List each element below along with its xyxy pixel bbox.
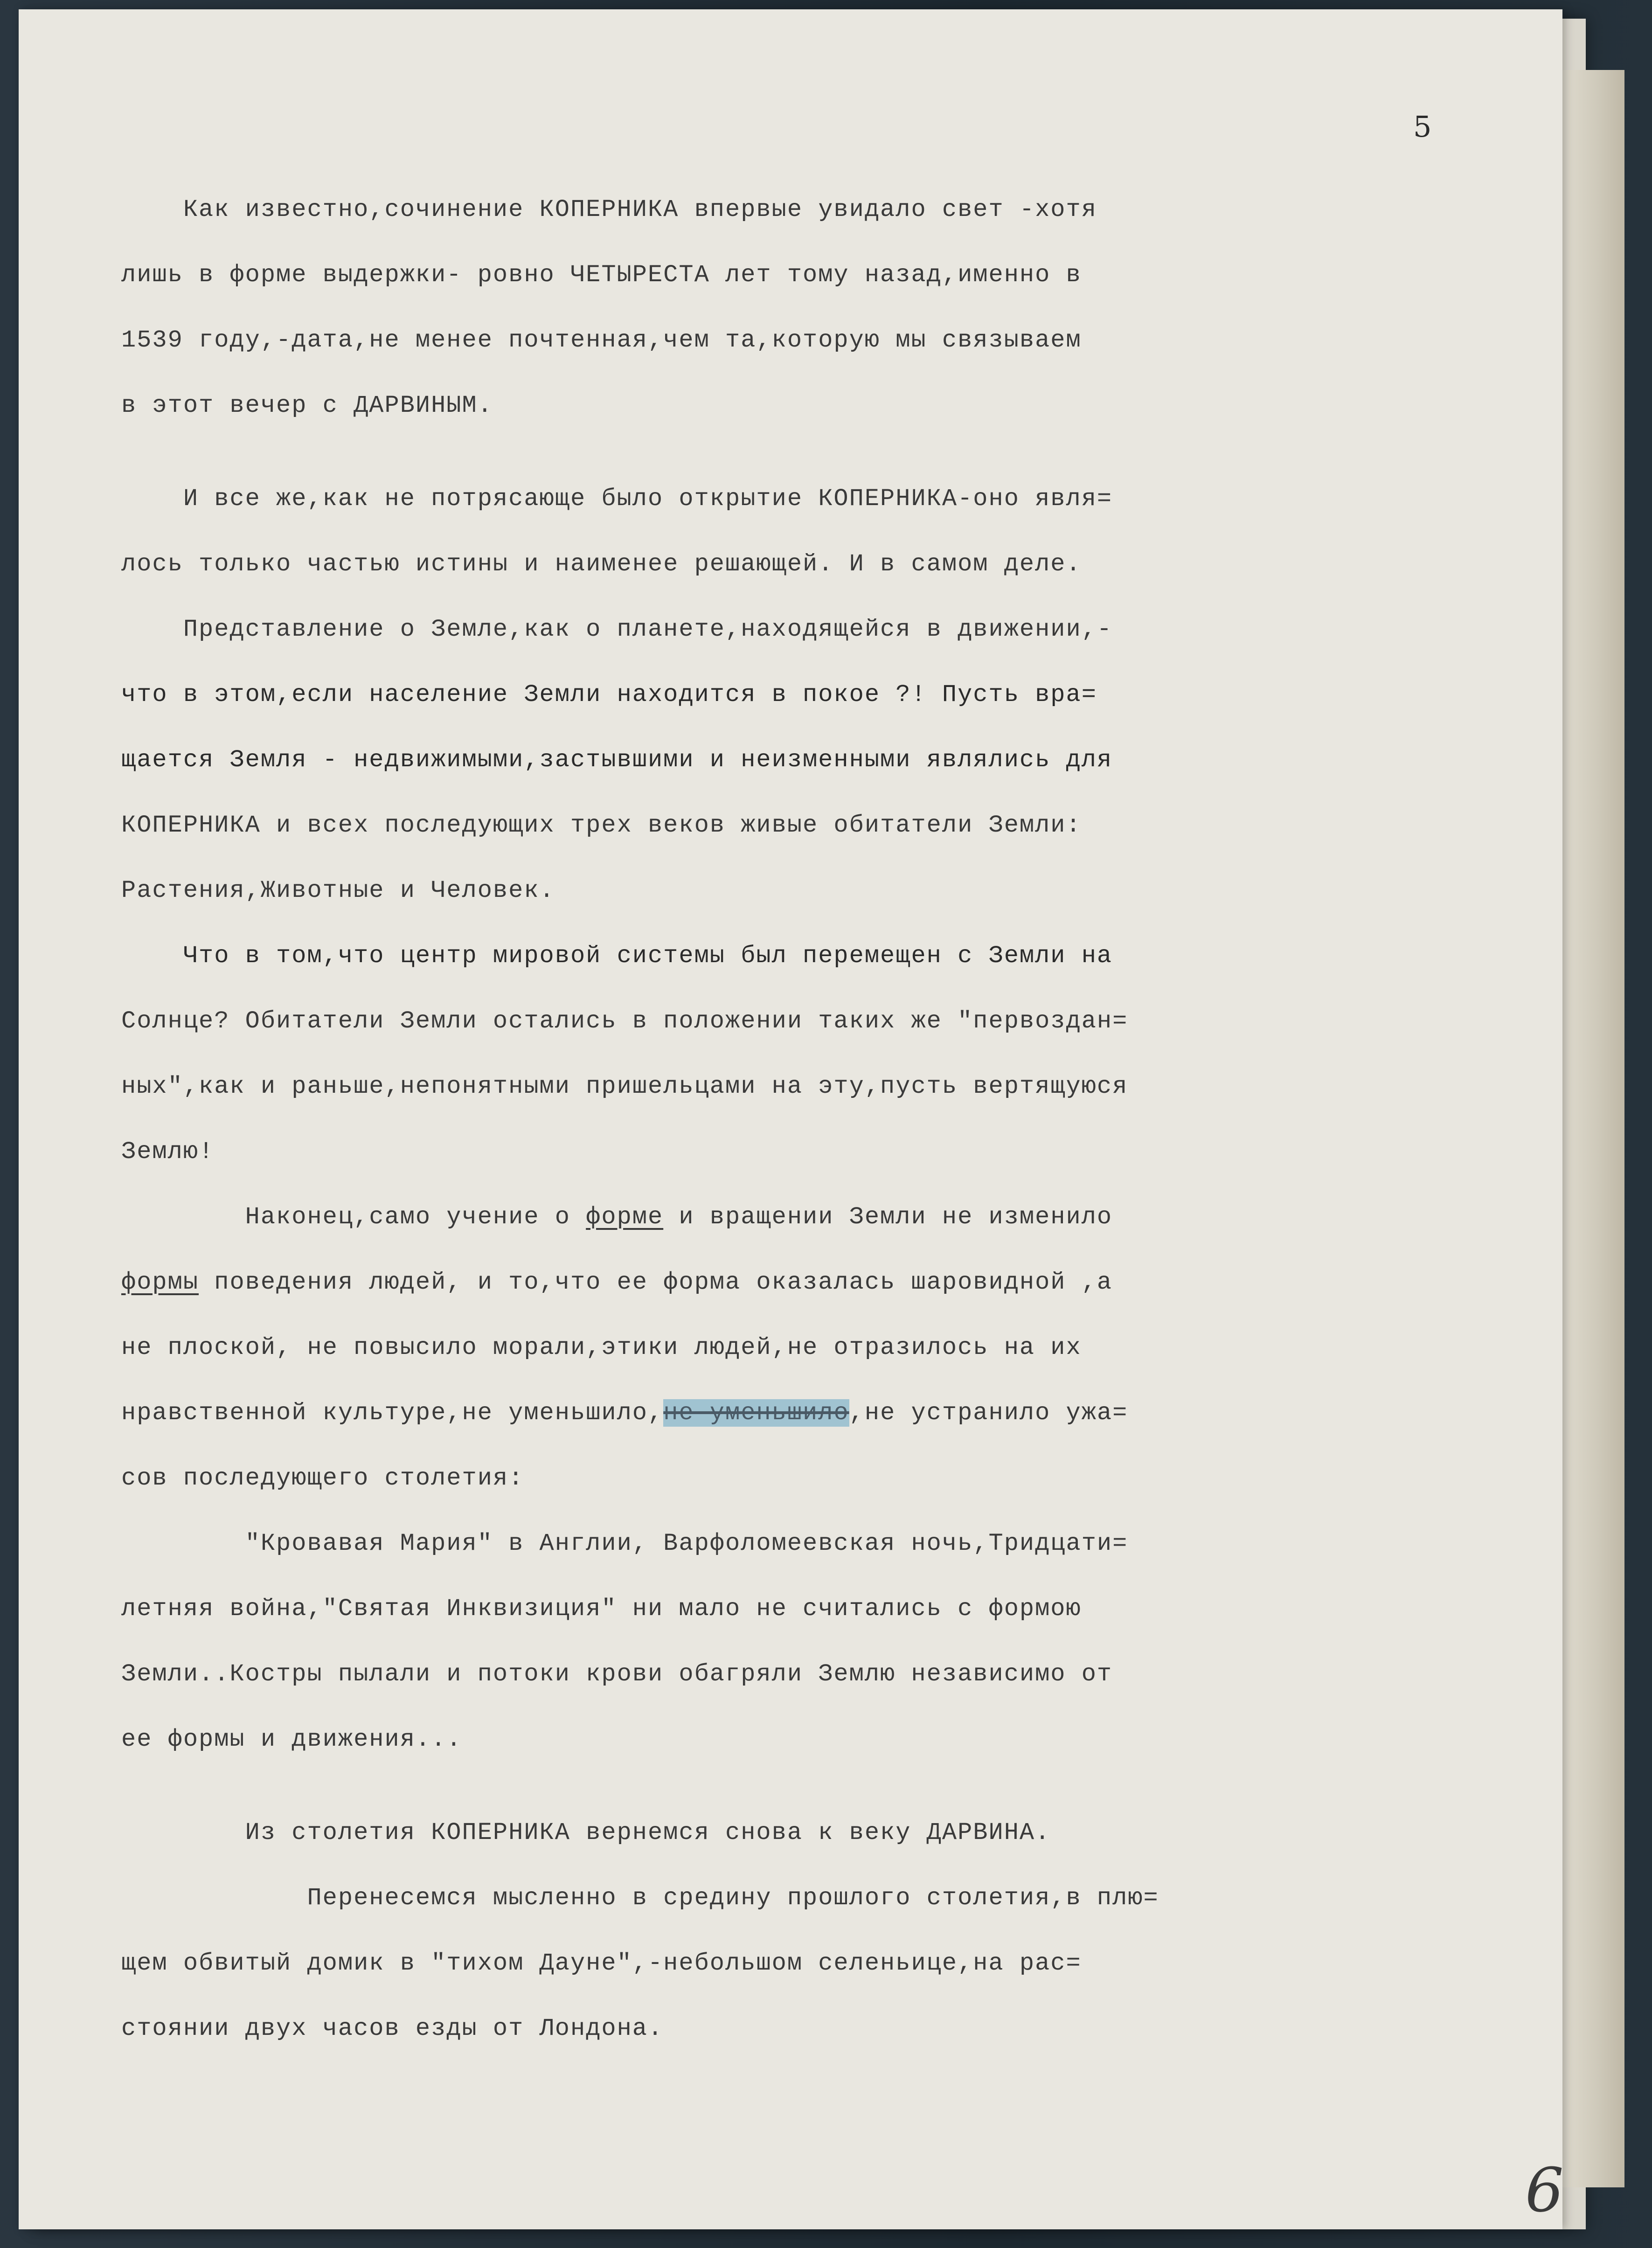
text-line: ных",как и раньше,непонятными пришельцами на эту,пусть вертящуюся <box>121 1073 1128 1100</box>
text-line: Представление о Земле,как о планете,находящейся в движении,- <box>121 616 1113 643</box>
text-line: 1539 году,-дата,не менее почтенная,чем та,которую мы связываем <box>121 326 1082 354</box>
text-line: щается Земля - недвижимыми,застывшими и неизменными являлись для <box>121 746 1113 774</box>
text-line: Перенесемся мысленно в средину прошлого столетия,в плю= <box>121 1884 1159 1912</box>
text-line: "Кровавая Мария" в Англии, Варфоломеевская ночь,Тридцати= <box>121 1530 1128 1557</box>
text-line: не плоской, не повысило морали,этики людей,не отразилось на их <box>121 1334 1082 1361</box>
paragraph-gap <box>121 1772 1465 1800</box>
text-segment: и вращении Земли не изменило <box>663 1203 1113 1231</box>
text-line: Растения,Животные и Человек. <box>121 877 555 904</box>
text-segment: поведения людей, и то,что ее форма оказалась шаровидной ,а <box>199 1269 1113 1296</box>
text-line: сов последующего столетия: <box>121 1464 524 1492</box>
text-line: Земли..Костры пылали и потоки крови обагряли Землю независимо от <box>121 1660 1113 1688</box>
text-line <box>121 1250 1465 1315</box>
text-line: лишь в форме выдержки- ровно ЧЕТЫРЕСТА лет тому назад,именно в <box>121 261 1082 289</box>
text-line: ее формы и движения... <box>121 1726 462 1753</box>
text-segment: Наконец,само учение о <box>121 1203 586 1231</box>
underlined-word: форме <box>586 1203 664 1231</box>
text-line: щем обвитый домик в "тихом Дауне",-небольшом селеньице,на рас= <box>121 1950 1082 1977</box>
text-line: летняя война,"Святая Инквизиция" ни мало не считались с формою <box>121 1595 1082 1623</box>
text-line: что в этом,если население Земли находится в покое ?! Пусть вра= <box>121 681 1097 708</box>
text-line: Землю! <box>121 1138 215 1166</box>
text-segment: нравственной культуре,не уменьшило, <box>121 1399 664 1427</box>
text-line: Из столетия КОПЕРНИКА вернемся снова к веку ДАРВИНА. <box>121 1819 1051 1846</box>
text-line: Что в том,что центр мировой системы был перемещен с Земли на <box>121 942 1113 970</box>
page-stack-edge <box>1553 70 1624 2187</box>
text-line: КОПЕРНИКА и всех последующих трех веков живые обитатели Земли: <box>121 812 1082 839</box>
text-line: лось только частью истины и наименее решающей. И в самом деле. <box>121 550 1082 578</box>
text-line: стоянии двух часов езды от Лондона. <box>121 2015 664 2042</box>
page-number: 5 <box>1413 110 1432 144</box>
typewritten-page <box>19 9 1562 2229</box>
struck-out-text: не уменьшило <box>663 1399 849 1427</box>
paragraph-gap <box>121 438 1465 466</box>
text-line <box>121 1381 1465 1446</box>
handwritten-page-number: 6 <box>1525 2155 1564 2226</box>
underlined-word: формы <box>121 1269 199 1296</box>
text-segment: ,не устранило ужа= <box>849 1399 1128 1427</box>
text-line: И все же,как не потрясающе было открытие КОПЕРНИКА-оно явля= <box>121 485 1113 513</box>
text-line <box>121 1185 1465 1250</box>
text-line: в этот вечер с ДАРВИНЫМ. <box>121 392 493 419</box>
text-line: Как известно,сочинение КОПЕРНИКА впервые увидало свет -хотя <box>121 196 1097 223</box>
text-line: Солнце? Обитатели Земли остались в положении таких же "первоздан= <box>121 1007 1128 1035</box>
page-body <box>121 177 1465 2061</box>
